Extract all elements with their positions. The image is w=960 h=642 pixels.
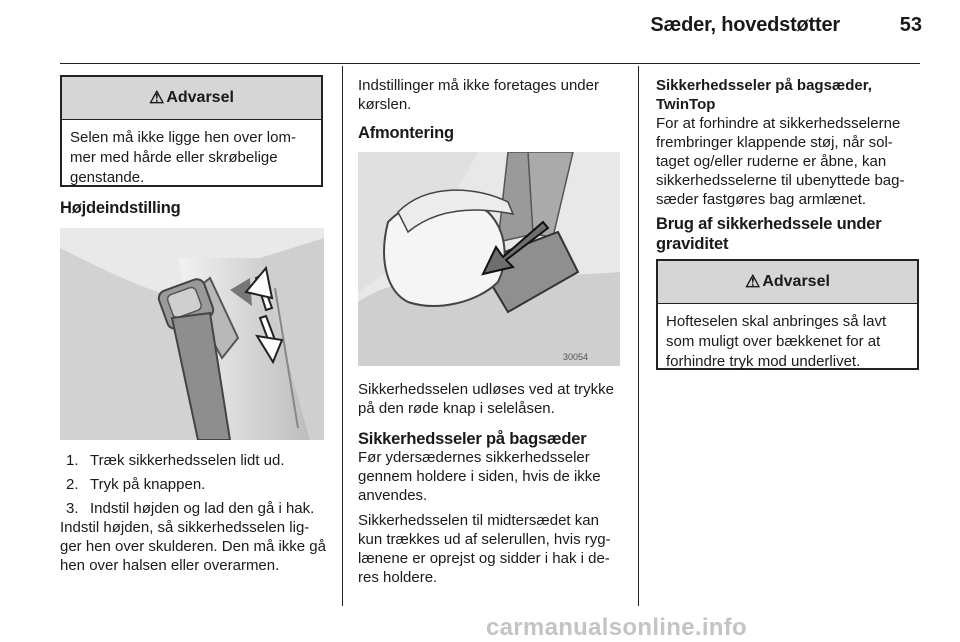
step-number: 2. [66,476,79,493]
step-number: 1. [66,452,79,469]
paragraph-text: Sikkerhedsselen udløses ved at trykke på den røde knap i selelåsen. [358,381,614,417]
section-heading: Afmontering [358,124,454,142]
subsection-title: Sikkerhedsseler på bagsæder, TwinTop [656,77,872,113]
body-paragraph [358,448,620,593]
list-item [66,499,336,518]
page-number: 53 [899,14,922,36]
warning-title: Advarsel [762,273,830,290]
page-title: Sæder, hovedstøtter [650,14,840,36]
paragraph-text: Sikkerhedsselen til midtersædet kan kun trækkes ud af selerullen, hvis ryg-lænene er oprejst og sidder i hak i de-res holdere. [358,512,611,586]
section-heading: Brug af sikkerhedssele under graviditet [656,215,882,253]
belt-height-figure [60,228,324,440]
paragraph-text: Før ydersædernes sikkerhedsseler gennem holdere i siden, hvis de ikke anvendes. [358,449,601,504]
warning-icon: ⚠ [149,88,165,107]
caption-paragraph [358,380,620,424]
belt-height-illustration [60,228,324,440]
paragraph-text: Indstil højden, så sikkerhedsselen lig-ger hen over skulderen. Den må ikke gå hen over halsen eller overarmen. [60,519,326,574]
header-rule [60,63,920,64]
warning-header [62,77,321,120]
warning-header [658,261,917,304]
steps-list [66,451,336,523]
step-text: Tryk på knappen. [90,476,206,493]
step-number: 3. [66,500,79,517]
buckle-release-illustration [358,152,620,366]
intro-paragraph [358,76,620,120]
warning-box [656,259,919,370]
list-item [66,475,336,494]
warning-text: Hofteselen skal anbringes så lavt som muligt over bækkenet for at forhindre tryk mod underlivet. [666,313,887,370]
body-paragraph [60,518,330,581]
body-paragraph [656,114,918,215]
paragraph-text: Indstillinger må ikke foretages under kørslen. [358,77,599,113]
warning-text: Selen må ikke ligge hen over lom-mer med hårde eller skrøbelige genstande. [70,129,296,186]
step-text: Indstil højden og lad den gå i hak. [90,500,315,517]
buckle-release-figure [358,152,620,366]
section-heading: Højdeindstilling [60,199,181,217]
column-divider [638,66,639,606]
warning-box [60,75,323,187]
warning-title: Advarsel [166,89,234,106]
section-heading: Sikkerhedsseler på bagsæder [358,430,587,448]
column-divider [342,66,343,606]
figure-number: 30054 [563,352,589,362]
warning-icon: ⚠ [745,272,761,291]
list-item [66,451,336,470]
step-text: Træk sikkerhedsselen lidt ud. [90,452,285,469]
paragraph-text: For at forhindre at sikkerhedsselerne frembringer klappende støj, når sol-taget og/eller ruderne er åbne, kan sikkerhedsselerne til ubenyttede bag-sæder fastgøres bag armlænet. [656,115,905,208]
watermark-text: carmanualsonline.info [486,614,748,641]
